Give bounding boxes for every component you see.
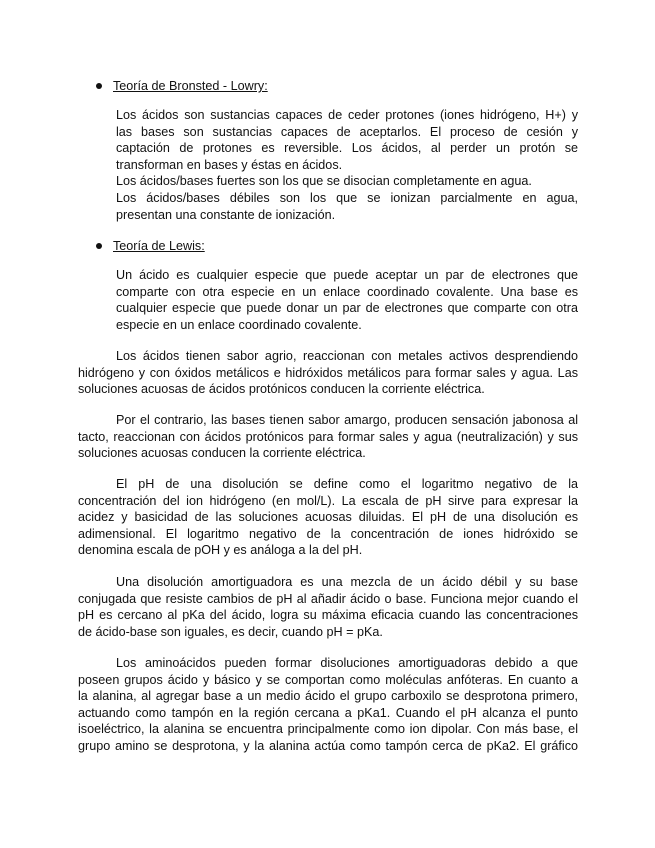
text-line: Los ácidos son sustancias capaces de ceder protones (iones hidrógeno, H+) y	[116, 108, 578, 122]
bronsted-lowry-body	[116, 107, 578, 223]
bullet-dot-icon	[96, 243, 102, 249]
text-line: hidrógeno y con óxidos metálicos e hidróxidos metálicos para formar sales y agua. Las	[78, 365, 578, 380]
bullet-title: Teoría de Bronsted - Lowry:	[113, 79, 268, 93]
text-line: Los aminoácidos pueden formar disoluciones amortiguadoras debido a que	[116, 656, 578, 670]
text-line: pH es cercano al pKa del ácido, logra su máxima eficacia cuando las concentraciones	[78, 608, 578, 623]
text-line: transforman en bases y éstas en ácidos.	[116, 157, 343, 172]
text-line: concentración del ion hidrógeno (en mol/L). La escala de pH sirve para expresar la	[78, 493, 578, 508]
text-line: presentan una constante de ionización.	[116, 207, 336, 222]
text-line: la alanina, al agregar base a un medio ácido el grupo carboxilo se desprotona primero,	[78, 689, 578, 704]
bullet-bronsted-lowry	[98, 78, 268, 94]
paragraph-acids	[78, 348, 578, 398]
text-line: soluciones acuosas de ácidos protónicos conducen la corriente eléctrica.	[78, 382, 485, 397]
paragraph-buffer	[78, 574, 578, 640]
text-line: cualquier especie que puede donar un par de electrones que comparte con otra	[116, 301, 578, 316]
text-line: Los ácidos/bases débiles son los que se ionizan parcialmente en agua,	[116, 190, 578, 205]
text-line: conjugada que resiste cambios de pH al añadir ácido o base. Funciona mejor cuando el	[78, 591, 578, 606]
paragraph-ph	[78, 476, 578, 559]
text-line: de ácido-base son iguales, es decir, cuando pH = pKa.	[78, 624, 383, 639]
text-line: El pH de una disolución se define como el logaritmo negativo de la	[116, 477, 578, 491]
text-line: Los ácidos/bases fuertes son los que se disocian completamente en agua.	[116, 174, 532, 189]
text-line: denomina escala de pOH y es análoga a la del pH.	[78, 543, 363, 558]
text-line: adimensional. El logaritmo negativo de la concentración de iones hidróxido se	[78, 526, 578, 541]
bullet-title: Teoría de Lewis:	[113, 239, 205, 253]
bullet-dot-icon	[96, 83, 102, 89]
text-line: Por el contrario, las bases tienen sabor amargo, producen sensación jabonosa al	[116, 413, 578, 427]
text-line: soluciones acuosas conducen la corriente eléctrica.	[78, 446, 366, 461]
text-line: isoeléctrico, la alanina se encuentra principalmente como ion dipolar. Con más base, el	[78, 722, 578, 737]
bullet-lewis	[98, 238, 205, 254]
text-line: comparte con otra especie en un enlace coordinado covalente. Una base es	[116, 284, 578, 299]
text-line: actuando como tampón en la región cercana a pKa1. Cuando el pH alcanza el punto	[78, 705, 578, 720]
text-line: Los ácidos tienen sabor agrio, reaccionan con metales activos desprendiendo	[116, 349, 578, 363]
paragraph-bases	[78, 412, 578, 462]
text-line: las bases son sustancias capaces de aceptarlos. El proceso de cesión y	[116, 124, 578, 139]
text-line: poseen grupos ácido y básico y se comportan como moléculas anfóteras. En cuanto a	[78, 672, 578, 687]
text-line: Un ácido es cualquier especie que puede aceptar un par de electrones que	[116, 268, 578, 282]
text-line: captación de protones es reversible. Los ácidos, al perder un protón se	[116, 141, 578, 156]
text-line: acidez y basicidad de las soluciones acuosas diluidas. El pH de una disolución es	[78, 510, 578, 525]
text-line: Una disolución amortiguadora es una mezcla de un ácido débil y su base	[116, 575, 578, 589]
text-line: especie en un enlace coordinado covalente.	[116, 317, 362, 332]
text-line: tacto, reaccionan con ácidos protónicos para formar sales y agua (neutralización) y sus	[78, 429, 578, 444]
lewis-body	[116, 267, 578, 333]
paragraph-aminoacids	[78, 655, 578, 755]
text-line: grupo amino se desprotona, y la alanina actúa como tampón cerca de pKa2. El gráfico	[78, 738, 578, 753]
